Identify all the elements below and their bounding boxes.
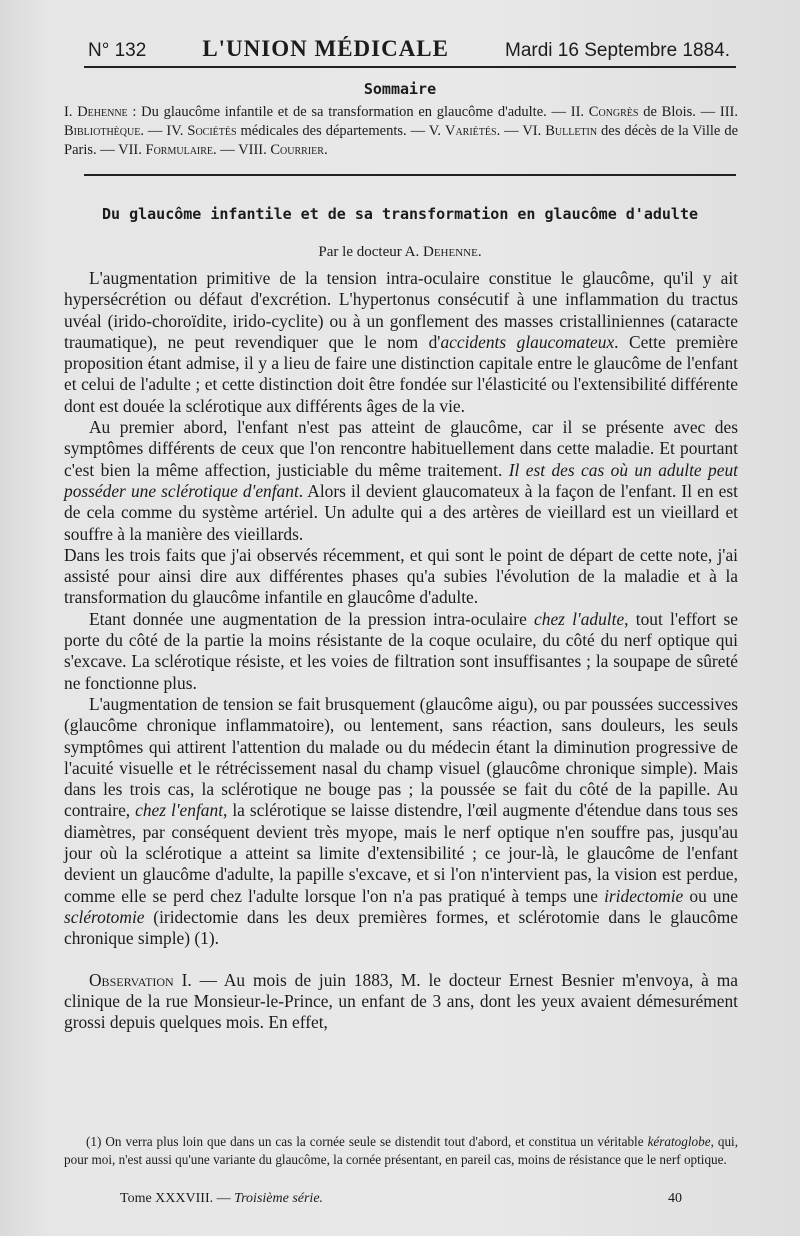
journal-title: L'UNION MÉDICALE [202, 36, 449, 61]
issue-date: Mardi 16 Septembre 1884. [505, 40, 730, 61]
article-byline: Par le docteur A. Dehenne. [318, 244, 482, 260]
article-title: Du glaucôme infantile et de sa transformation en glaucôme d'adulte [101, 205, 699, 223]
page-footer [120, 1191, 682, 1207]
running-header [88, 30, 730, 62]
issue-number: N° 132 [88, 40, 147, 61]
sommaire-item-name: Congrès [588, 104, 639, 120]
sommaire-item-name: Variétés [444, 123, 497, 139]
paragraph: Au premier abord, l'enfant n'est pas atteint de glaucôme, car il se présente avec des symptômes différents de ceux que l'on rencontre habituellement dans cette maladie. Et pourtant c'est bien la même affection, justiciable du même traitement. Il est des cas où un adulte peut posséder une sclérotique d'enfant. Alors il devient glaucomateux à la façon de l'enfant. Il en est de cela comme du système artériel. Un adulte qui a des artères de vieillard est un vieillard et souffre à la manière des vieillards. [64, 417, 738, 544]
paragraph: Dans les trois faits que j'ai observés récemment, et qui sont le point de départ de cette note, j'ai assisté pour ainsi dire aux différentes phases qu'a subies l'évolution de la maladie et à la transformation du glaucôme infantile en glaucôme d'adulte. [64, 544, 738, 608]
sommaire-item-name: Formulaire [145, 142, 214, 158]
sommaire-item-name: Bibliothèque [64, 123, 141, 139]
paragraph: L'augmentation de tension se fait brusquement (glaucôme aigu), ou par poussées successives (glaucôme chronique inflammatoire), ou lentement, sans réaction, sans douleurs, les seuls symptômes qui attirent l'attention du malade ou du médecin étant la diminution progressive de l'acuité visuelle et le rétrécissement nasal du champ visuel (glaucôme chronique simple). Mais dans les trois cas, la sclérotique ne bouge pas ; la poussée se fait du côté de la papille. Au contraire, chez l'enfant, la sclérotique se laisse distendre, l'œil augmente d'étendue dans tous ses diamètres, par conséquent devient très myope, mais le nerf optique n'en souffre pas, jusqu'au jour où la sclérotique a atteint sa limite d'extensibilité ; ce jour-là, le glaucôme de l'enfant devient un glaucôme d'adulte, la papille s'excave, et si l'on n'intervient pas, la vision est perdue, comme elle se perd chez l'adulte lorsque l'on n'a pas pratiqué à temps une iridectomie ou une sclérotomie (iridectomie dans les deux premières formes, et sclérotomie dans le glaucôme chronique simple) (1). [64, 693, 738, 949]
paragraph: L'augmentation primitive de la tension intra-oculaire constitue le glaucôme, qu'il y ait hypersécrétion ou défaut d'excrétion. L'hypertonus consécutif à une inflammation du tractus uvéal (irido-choroïdite, irido-cyclite) ou à un gonflement des masses cristalliniennes (cataracte traumatique), ne peut revendiquer que le nom d'accidents glaucomateux. Cette première proposition étant admise, il y a lieu de faire une distinction capitale entre le glaucôme de l'enfant et celui de l'adulte ; et cette distinction doit être fondée sur l'élasticité ou l'extensibilité différente dont est douée la sclérotique aux différents âges de la vie. [64, 268, 738, 416]
sommaire-list: I. Dehenne : Du glaucôme infantile et de sa transformation en glaucôme d'adulte. — II. Congrès de Blois. — III. Bibliothèque. — IV. Sociétés médicales des départements. — V. Variétés. — VI. Bulletin des décès de la Ville de Paris. — VII. Formulaire. — VIII. Courrier. [64, 104, 739, 158]
sommaire-item-name: Courrier [270, 142, 324, 158]
article-body [64, 268, 738, 1033]
sommaire-item-name: Dehenne [77, 104, 128, 120]
sommaire-heading: Sommaire [363, 80, 437, 98]
sommaire-rule [84, 174, 736, 176]
sommaire-item-name: Sociétés [187, 123, 237, 139]
observation-paragraph: Observation I. — Au mois de juin 1883, M. le docteur Ernest Besnier m'envoya, à ma clinique de la rue Monsieur-le-Prince, un enfant de 3 ans, dont les yeux avaient démesurément grossi depuis quelques mois. En effet, [64, 969, 738, 1033]
header-rule [84, 66, 736, 68]
sommaire-item-name: Bulletin [545, 123, 598, 139]
author-name: Dehenne [422, 244, 478, 260]
observation-label: Observation I. [89, 969, 192, 990]
paragraph: Etant donnée une augmentation de la pression intra-oculaire chez l'adulte, tout l'effort se porte du côté de la partie la moins résistante de la coque oculaire, du côté du nerf optique qui s'excave. La sclérotique résiste, et les voies de filtration sont insuffisantes ; la soupape de sûreté ne fonctionne plus. [64, 608, 738, 693]
volume-label: Tome XXXVIII. — Troisième série. [120, 1191, 324, 1206]
footnote: (1) On verra plus loin que dans un cas la cornée seule se distendit tout d'abord, et constitua un véritable kératoglobe, qui, pour moi, n'est aussi qu'une variante du glaucôme, la cornée présentant, en pareil cas, moins de résistance que le nerf optique. [64, 1134, 738, 1167]
page-number: 40 [668, 1191, 682, 1206]
